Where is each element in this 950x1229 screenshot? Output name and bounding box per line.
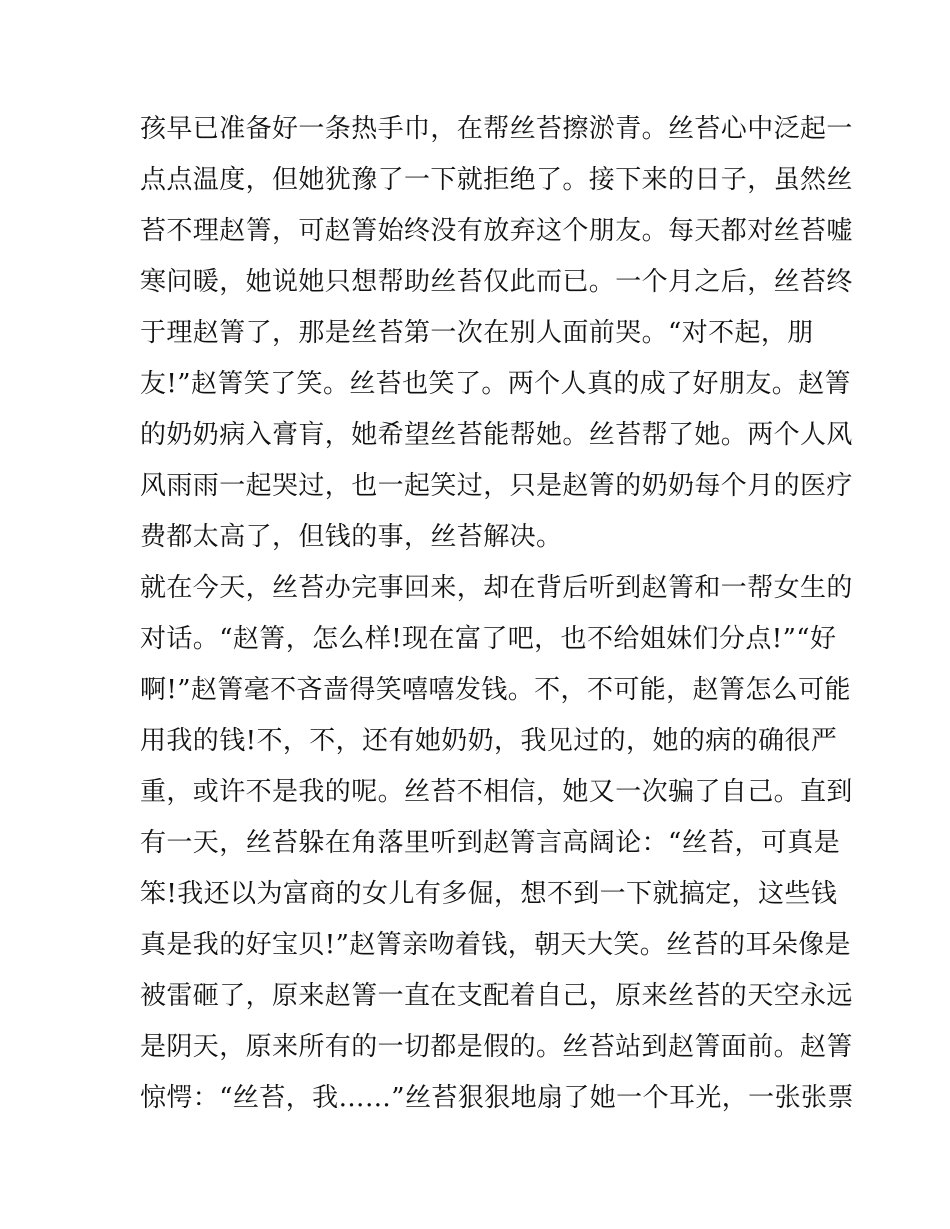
text-line: 笨!我还以为富商的女儿有多倔，想不到一下就搞定，这些钱 bbox=[140, 879, 838, 909]
text-line: 被雷砸了，原来赵箐一直在支配着自己，原来丝苔的天空永远 bbox=[140, 981, 853, 1011]
text-line: 孩早已准备好一条热手巾，在帮丝苔擦淤青。丝苔心中泛起一 bbox=[140, 114, 853, 144]
text-line: 啊!”赵箐毫不吝啬得笑嘻嘻发钱。不，不可能，赵箐怎么可能 bbox=[140, 675, 851, 705]
text-line: 的奶奶病入膏肓，她希望丝苔能帮她。丝苔帮了她。两个人风 bbox=[140, 420, 853, 450]
text-line: 点点温度，但她犹豫了一下就拒绝了。接下来的日子，虽然丝 bbox=[140, 165, 853, 195]
text-line: 友!”赵箐笑了笑。丝苔也笑了。两个人真的成了好朋友。赵箐 bbox=[140, 369, 851, 399]
text-line: 费都太高了，但钱的事，丝苔解决。 bbox=[140, 522, 563, 552]
text-line: 寒问暖，她说她只想帮助丝苔仅此而已。一个月之后，丝苔终 bbox=[140, 267, 853, 297]
text-line: 有一天，丝苔躲在角落里听到赵箐言高阔论：“丝苔，可真是 bbox=[140, 828, 841, 858]
text-line: 对话。“赵箐，怎么样!现在富了吧，也不给姐妹们分点!”“好 bbox=[140, 624, 837, 654]
text-line: 风雨雨一起哭过，也一起笑过，只是赵箐的奶奶每个月的医疗 bbox=[140, 471, 853, 501]
text-line: 惊愕：“丝苔，我……”丝苔狠狠地扇了她一个耳光，一张张票 bbox=[140, 1083, 854, 1113]
text-line: 苔不理赵箐，可赵箐始终没有放弃这个朋友。每天都对丝苔嘘 bbox=[140, 216, 853, 246]
text-line: 是阴天，原来所有的一切都是假的。丝苔站到赵箐面前。赵箐 bbox=[140, 1032, 853, 1062]
text-line: 重，或许不是我的呢。丝苔不相信，她又一次骗了自己。直到 bbox=[140, 777, 853, 807]
text-line: 于理赵箐了，那是丝苔第一次在别人面前哭。“对不起，朋 bbox=[140, 318, 814, 348]
body-text bbox=[140, 104, 854, 1124]
text-line: 真是我的好宝贝!”赵箐亲吻着钱，朝天大笑。丝苔的耳朵像是 bbox=[140, 930, 851, 960]
text-line: 用我的钱!不，不，还有她奶奶，我见过的，她的病的确很严 bbox=[140, 726, 838, 756]
text-line: 就在今天，丝苔办完事回来，却在背后听到赵箐和一帮女生的 bbox=[140, 573, 853, 603]
